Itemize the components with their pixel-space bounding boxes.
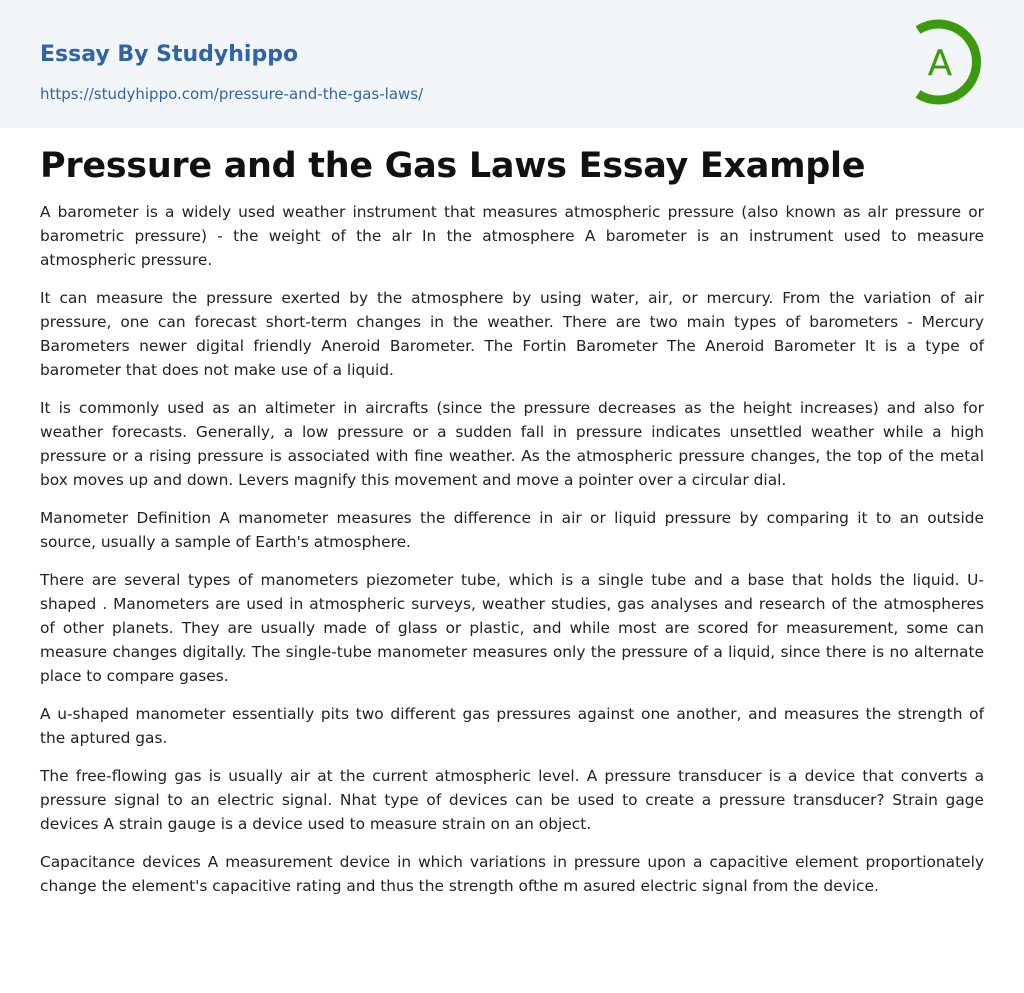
paragraph: A u-shaped manometer essentially pits two different gas pressures against one another, and measures the strength of the aptured gas. [40, 705, 984, 747]
page-title: Pressure and the Gas Laws Essay Example [40, 146, 866, 186]
paragraph: Manometer Definition A manometer measures the difference in air or liquid pressure by comparing it to an outside source, usually a sample of Earth's atmosphere. [40, 509, 984, 551]
paragraph: It is commonly used as an altimeter in aircrafts (since the pressure decreases as the height increases) and also for weather forecasts. Generally, a low pressure or a sudden fall in pressure indicates unsettled weather while a high pressure or a rising pressure is associated with fine weather. As the atmospheric pressure changes, the top of the metal box moves up and down. Levers magnify this movement and move a pointer over a circular dial. [40, 399, 984, 489]
site-header [0, 0, 1024, 128]
paragraph: There are several types of manometers piezometer tube, which is a single tube and a base that holds the liquid. U-shaped . Manometers are used in atmospheric surveys, weather studies, gas analyses and research of the atmospheres of other planets. They are usually made of glass or plastic, and while most are scored for measurement, some can measure changes digitally. The single-tube manometer measures only the pressure of a liquid, since there is no alternate place to compare gases. [40, 571, 984, 685]
essay-url-link[interactable]: https://studyhippo.com/pressure-and-the-gas-laws/ [40, 85, 424, 103]
essay-body [40, 200, 984, 912]
paragraph: It can measure the pressure exerted by the atmosphere by using water, air, or mercury. From the variation of air pressure, one can forecast short-term changes in the weather. There are two main types of barometers - Mercury Barometers newer digital friendly Aneroid Barometer. The Fortin Barometer The Aneroid Barometer It is a type of barometer that does not make use of a liquid. [40, 289, 984, 379]
brand-name: Essay By Studyhippo [40, 42, 299, 67]
paragraph: Capacitance devices A measurement device in which variations in pressure upon a capacitive element proportionately change the element's capacitive rating and thus the strength ofthe m asured electric signal from the device. [40, 853, 984, 895]
paragraph: The free-flowing gas is usually air at the current atmospheric level. A pressure transducer is a device that converts a pressure signal to an electric signal. Nhat type of devices can be used to create a pressure transducer? Strain gage devices A strain gauge is a device used to measure strain on an object. [40, 767, 984, 833]
svg-text:A: A [927, 43, 953, 84]
paragraph: A barometer is a widely used weather instrument that measures atmospheric pressure (also known as alr pressure or barometric pressure) - the weight of the alr In the atmosphere A barometer is an instrument used to measure atmospheric pressure. [40, 203, 984, 269]
studyhippo-logo-icon[interactable] [906, 18, 986, 106]
